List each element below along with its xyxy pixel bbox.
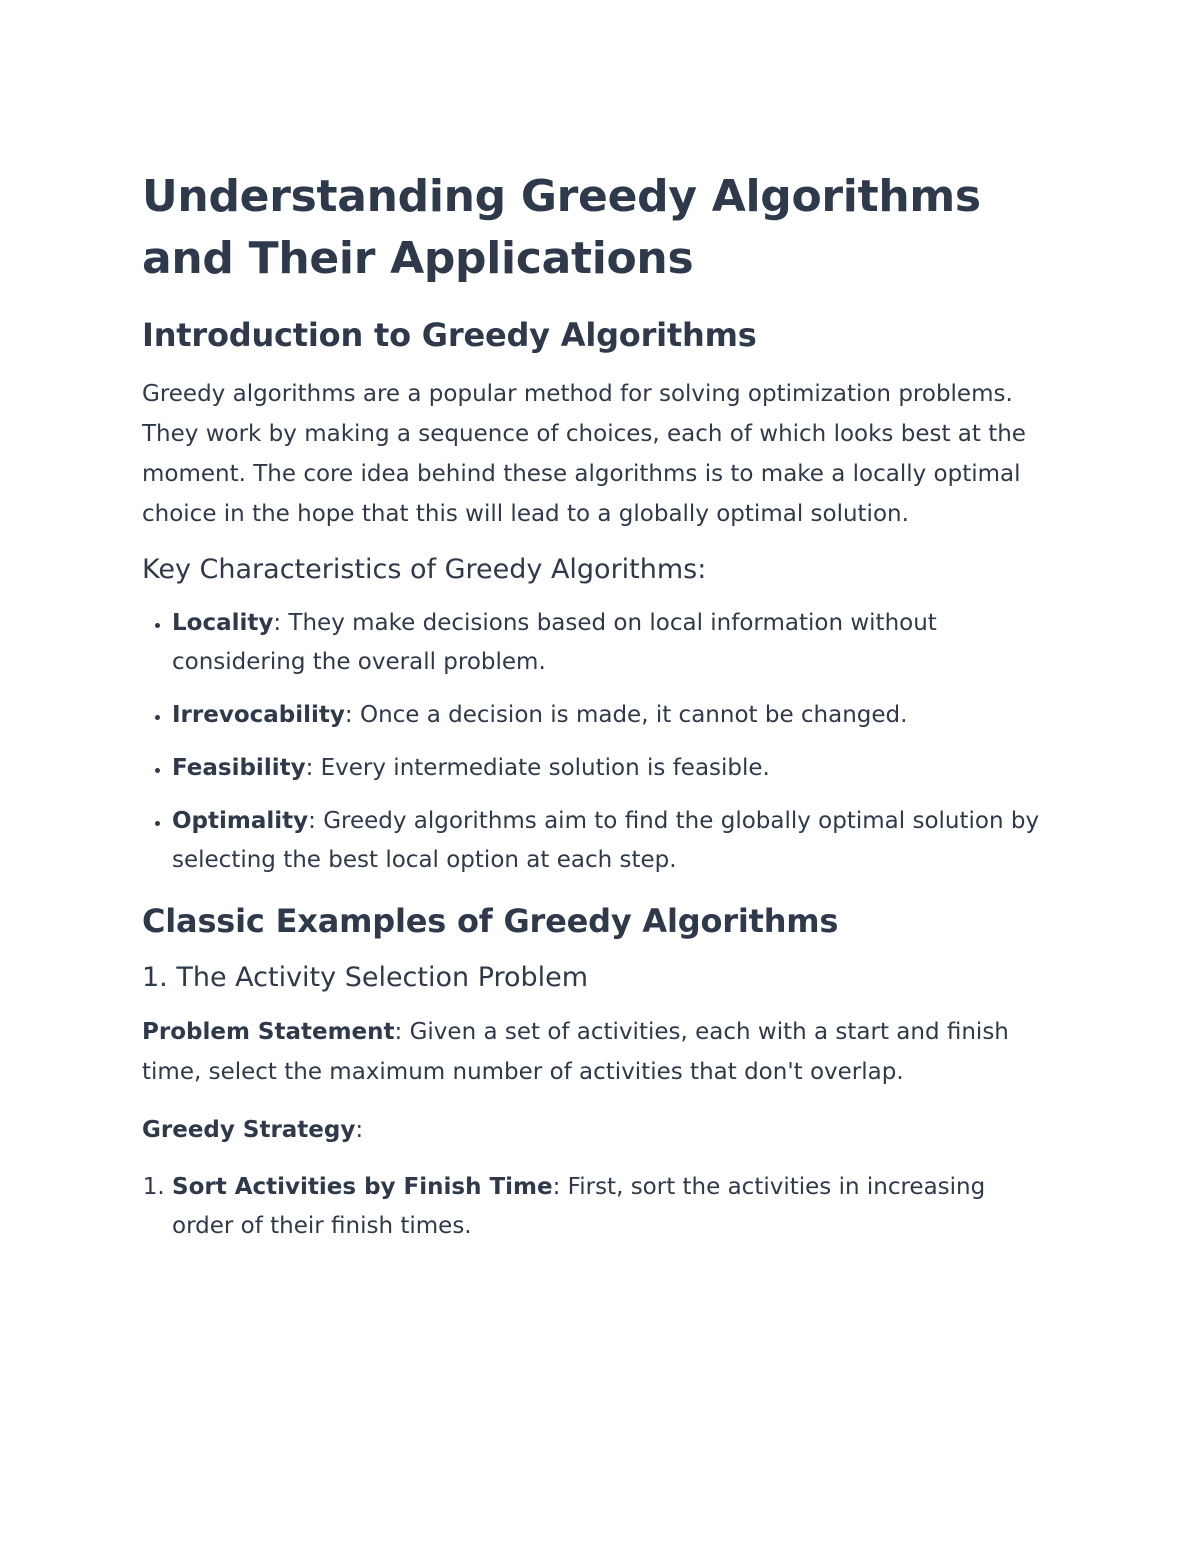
strategy-label-line <box>142 1110 1052 1150</box>
intro-heading: Introduction to Greedy Algorithms <box>142 316 757 354</box>
activity-heading: 1. The Activity Selection Problem <box>142 962 589 993</box>
problem-statement <box>142 1012 1052 1092</box>
intro-paragraph: Greedy algorithms are a popular method for solving optimization problems. They work by making a sequence of choices, each of which looks best at the moment. The core idea behind these algorithms is to make a locally optimal choice in the hope that this will lead to a globally optimal solution. <box>142 381 1026 527</box>
examples-heading: Classic Examples of Greedy Algorithms <box>142 902 839 940</box>
document-page <box>142 166 1052 1266</box>
list-item-text: : Every intermediate solution is feasible. <box>305 755 770 781</box>
problem-text: : Given a set of activities, each with a start and finish time, select the maximum number of activities that don't overlap. <box>142 1019 1009 1085</box>
list-item-term: Sort Activities by Finish Time <box>172 1174 553 1200</box>
list-item-text: : They make decisions based on local information without considering the overall problem. <box>172 610 937 675</box>
list-item <box>172 749 1052 788</box>
document-title: Understanding Greedy Algorithms and Their Applications <box>142 171 981 284</box>
list-item-term: Optimality <box>172 808 309 834</box>
characteristics-heading: Key Characteristics of Greedy Algorithms: <box>142 554 707 585</box>
list-item-term: Irrevocability <box>172 702 345 728</box>
list-item <box>172 696 1052 735</box>
strategy-steps <box>142 1168 1052 1246</box>
list-item-term: Locality <box>172 610 274 636</box>
strategy-colon: : <box>355 1117 364 1143</box>
characteristics-list <box>142 604 1052 880</box>
strategy-label: Greedy Strategy <box>142 1117 356 1143</box>
list-item-text: : Greedy algorithms aim to find the globally optimal solution by selecting the best local option at each step. <box>172 808 1040 873</box>
list-item-term: Feasibility <box>172 755 306 781</box>
list-item-text: : First, sort the activities in increasing order of their finish times. <box>172 1174 986 1239</box>
list-item <box>172 802 1052 880</box>
problem-label: Problem Statement <box>142 1019 395 1045</box>
list-item <box>172 604 1052 682</box>
list-item-text: : Once a decision is made, it cannot be changed. <box>344 702 908 728</box>
list-item <box>172 1168 1052 1246</box>
